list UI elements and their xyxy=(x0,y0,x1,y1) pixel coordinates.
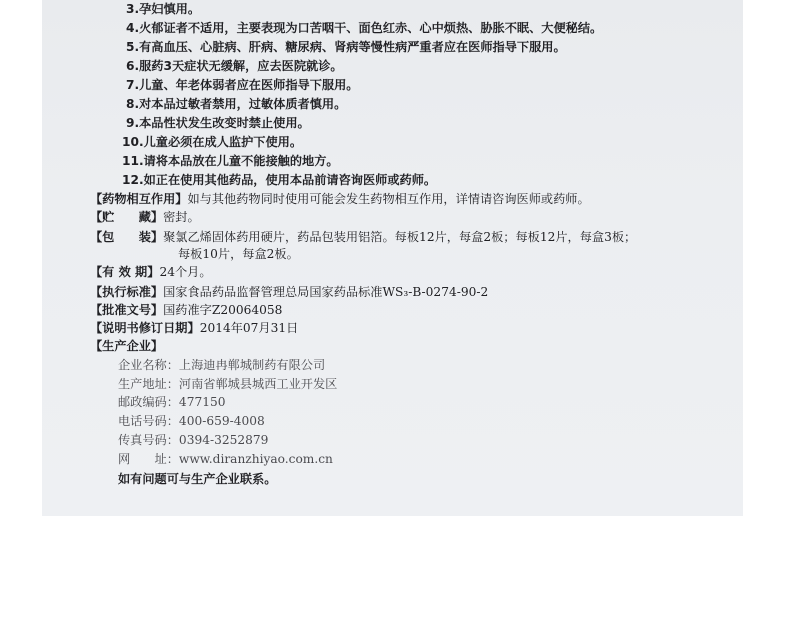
precaution-item: 5.有高血压、心脏病、肝病、糖尿病、肾病等慢性病严重者应在医师指导下服用。 xyxy=(126,40,566,54)
precaution-item: 3.孕妇慎用。 xyxy=(126,2,201,16)
precaution-item: 11.请将本品放在儿童不能接触的地方。 xyxy=(122,154,339,168)
approval-value: 国药准字Z20064058 xyxy=(163,303,283,317)
package-value-continued: 每板10片，每盒2板。 xyxy=(178,247,299,261)
precaution-item: 8.对本品过敏者禁用，过敏体质者慎用。 xyxy=(126,97,347,111)
package-label: 【包 装】 xyxy=(90,230,164,244)
standard-row xyxy=(90,284,488,300)
precaution-item: 9.本品性状发生改变时禁止使用。 xyxy=(126,116,310,130)
precaution-item: 4.火郁证者不适用，主要表现为口苦咽干、面色红赤、心中烦热、胁胀不眠、大便秘结。 xyxy=(126,21,603,35)
interaction-value: 如与其他药物同时使用可能会发生药物相互作用，详情请咨询医师或药师。 xyxy=(187,192,590,206)
manufacturer-fax: 传真号码：0394-3252879 xyxy=(118,433,269,447)
validity-label: 【有 效 期】 xyxy=(90,265,160,279)
standard-label: 【执行标准】 xyxy=(90,285,164,299)
manufacturer-name: 企业名称：上海迪冉郸城制药有限公司 xyxy=(118,358,326,372)
storage-value: 密封。 xyxy=(163,210,200,224)
footer-note: 如有问题可与生产企业联系。 xyxy=(118,472,277,486)
precaution-item: 6.服药3天症状无缓解，应去医院就诊。 xyxy=(126,59,343,73)
storage-row xyxy=(90,209,200,225)
manufacturer-heading: 【生产企业】 xyxy=(90,339,164,353)
approval-row xyxy=(90,302,282,318)
package-row xyxy=(90,229,636,245)
manufacturer-address: 生产地址：河南省郸城县城西工业开发区 xyxy=(118,377,338,391)
approval-label: 【批准文号】 xyxy=(90,303,164,317)
storage-label: 【贮 藏】 xyxy=(90,210,164,224)
manufacturer-phone: 电话号码：400-659-4008 xyxy=(118,414,265,428)
validity-value: 24个月。 xyxy=(159,265,212,279)
manufacturer-postcode: 邮政编码：477150 xyxy=(118,395,226,409)
interaction-label: 【药物相互作用】 xyxy=(90,192,188,206)
precaution-item: 7.儿童、年老体弱者应在医师指导下服用。 xyxy=(126,78,359,92)
leaflet-paper xyxy=(42,0,743,516)
precaution-item: 12.如正在使用其他药品，使用本品前请咨询医师或药师。 xyxy=(122,173,437,187)
precaution-item: 10.儿童必须在成人监护下使用。 xyxy=(122,135,303,149)
package-value: 聚氯乙烯固体药用硬片，药品包装用铝箔。每板12片，每盒2板；每板12片，每盒3板； xyxy=(163,230,637,244)
interaction-row xyxy=(90,191,590,207)
revision-value: 2014年07月31日 xyxy=(199,321,299,335)
revision-row xyxy=(90,320,298,336)
manufacturer-website: 网 址：www.diranzhiyao.com.cn xyxy=(118,452,333,466)
validity-row xyxy=(90,264,212,280)
revision-label: 【说明书修订日期】 xyxy=(90,321,200,335)
standard-value: 国家食品药品监督管理总局国家药品标准WS₃-B-0274-90-2 xyxy=(163,285,489,299)
